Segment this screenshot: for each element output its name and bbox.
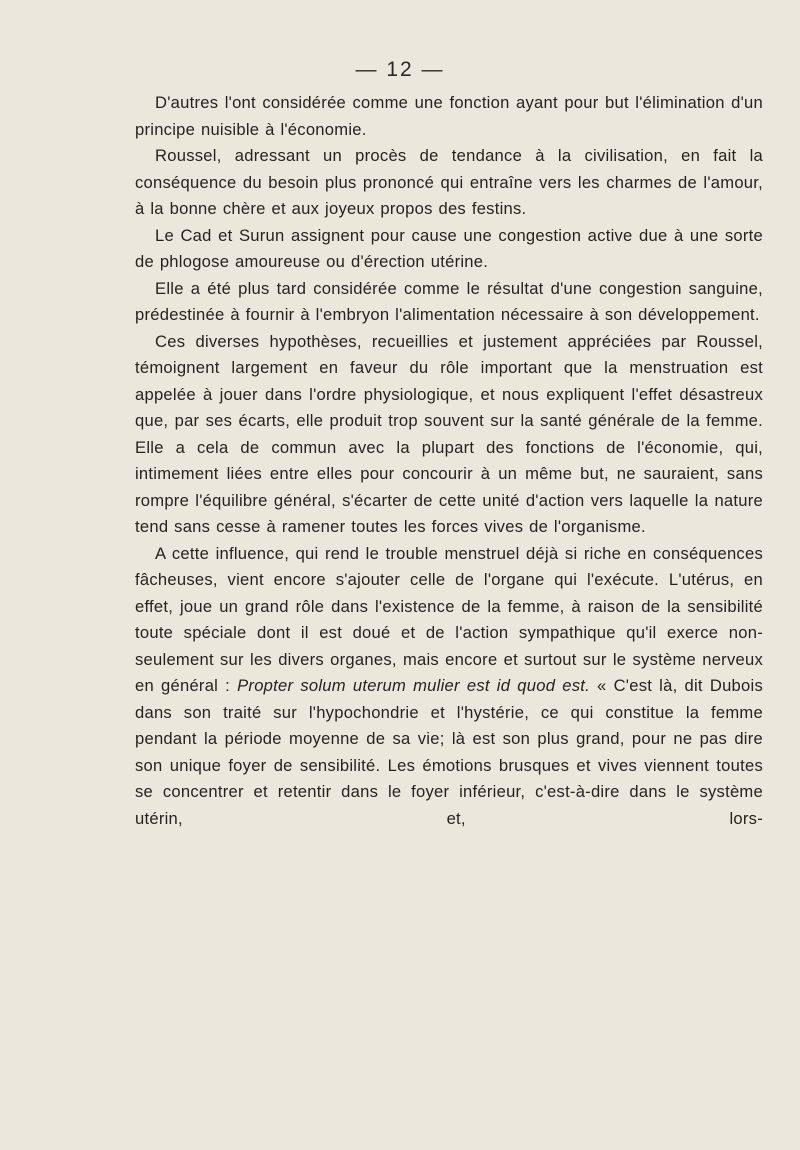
paragraph-6-text-after: « C'est là, dit Dubois dans son traité sur l'hypochondrie et l'hystérie, ce qui constitue la femme pendant la période moyenne de sa vie; là est son plus grand, pour ne pas dire son unique foyer de sensibilité. Les émotions brusques et vives viennent toutes se concentrer et retentir dans le foyer inférieur, c'est-à-dire dans le système utérin, et, lors- <box>135 676 763 828</box>
latin-quotation: Propter solum uterum mulier est id quod est. <box>237 676 590 695</box>
paragraph-2: Roussel, adressant un procès de tendance à la civilisation, en fait la conséquence du besoin plus prononcé qui entraîne vers les charmes de l'amour, à la bonne chère et aux joyeux propos des festins. <box>135 146 763 218</box>
paragraph-5: Ces diverses hypothèses, recueillies et justement appréciées par Roussel, témoignent largement en faveur du rôle important que la menstruation est appelée à jouer dans l'ordre physiologique, et nous expliquent l'effet désastreux que, par ses écarts, elle produit trop souvent sur la santé générale de la femme. Elle a cela de commun avec la plupart des fonctions de l'économie, qui, intimement liées entre elles pour concourir à un même but, ne sauraient, sans rompre l'équilibre général, s'écarter de cette unité d'action vers laquelle la nature tend sans cesse à ramener toutes les forces vives de l'organisme. <box>135 331 763 536</box>
paragraph-6-text-before: A cette influence, qui rend le trouble menstruel déjà si riche en conséquences fâcheuses, vient encore s'ajouter celle de l'organe qui l'exécute. L'utérus, en effet, joue un grand rôle dans l'existence de la femme, à raison de la sensibilité toute spéciale dont il est doué et de l'action sympathique qu'il exerce non-seulement sur les divers organes, mais encore et surtout sur le système nerveux en général : <box>135 543 763 695</box>
paragraph-6 <box>135 541 763 833</box>
paragraph-4: Elle a été plus tard considérée comme le résultat d'une congestion sanguine, prédestinée à fournir à l'embryon l'alimentation nécessaire à son développement. <box>135 278 763 324</box>
paragraph-1: D'autres l'ont considérée comme une fonction ayant pour but l'élimination d'un principe nuisible à l'économie. <box>135 93 763 139</box>
paragraph-3: Le Cad et Surun assignent pour cause une congestion active due à une sorte de phlogose amoureuse ou d'érection utérine. <box>135 225 763 271</box>
body-text <box>135 90 763 832</box>
page-number: — 12 — <box>355 58 445 81</box>
